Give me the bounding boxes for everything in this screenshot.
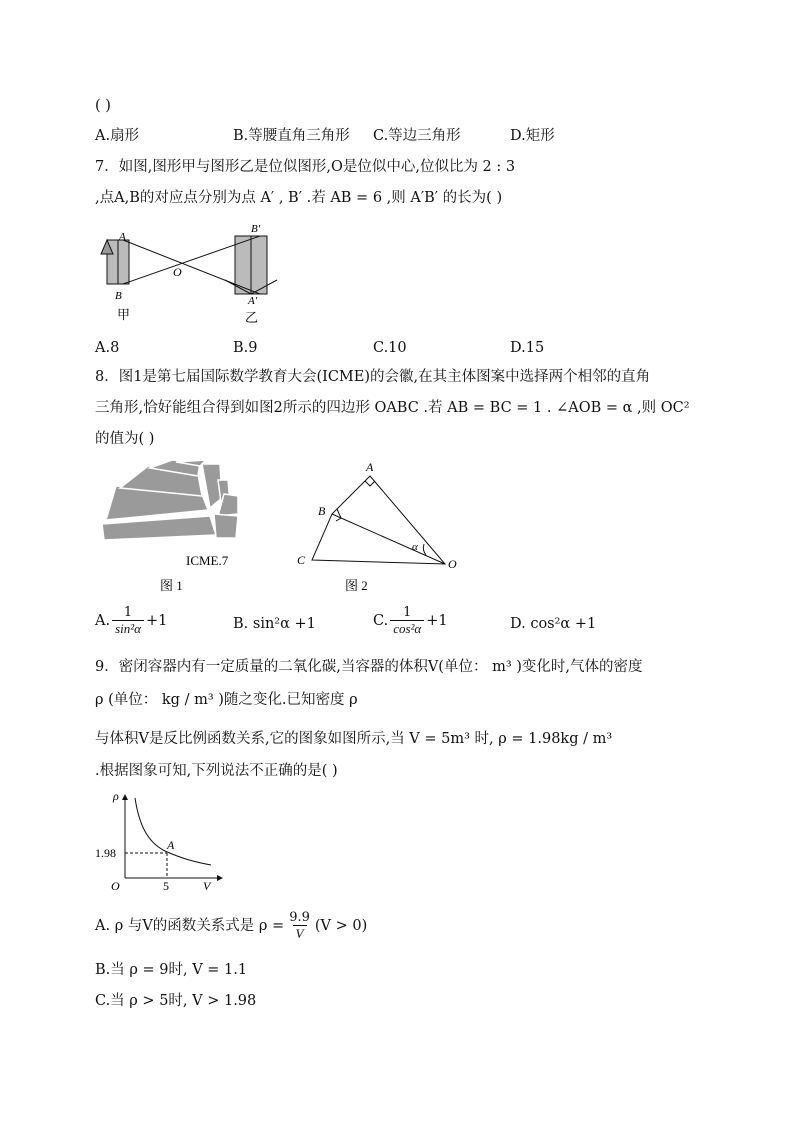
q9-graph (95, 786, 225, 896)
q8-option-a-prefix: A. (95, 612, 111, 629)
fig2-label-B: B (318, 504, 326, 518)
fig2-label-A: A (366, 460, 374, 474)
q8-option-b: B. sin²α +1 (233, 616, 316, 632)
q8-option-c-den: cos²α (390, 620, 424, 636)
q8-stem-line1: 8．图1是第七届国际数学教育大会(ICME)的会徽,在其主体图案中选择两个相邻的直角 (95, 369, 651, 385)
label-jia: 甲 (117, 307, 131, 322)
q9-option-a-suffix: (V > 0) (314, 917, 368, 934)
q9-option-a-fraction (286, 910, 313, 941)
q8-option-d: D. cos²α +1 (510, 616, 597, 632)
graph-label-rho: ρ (113, 789, 119, 803)
label-Ap: A′ (248, 295, 258, 307)
graph-ytick: 1.98 (95, 846, 116, 860)
q6-paren: ( ) (95, 98, 111, 114)
q8-option-a-suffix: +1 (146, 612, 168, 629)
q7-option-d: D.15 (510, 340, 545, 356)
fig2-caption: 图 2 (345, 578, 368, 593)
q9-option-b: B.当 ρ = 9时, V = 1.1 (95, 962, 248, 978)
q9-option-a-prefix: A. ρ 与V的函数关系式是 ρ = (95, 917, 285, 934)
q9-option-c: C.当 ρ > 5时, V > 1.98 (95, 993, 257, 1009)
label-A: A (119, 231, 126, 243)
q6-option-c: C.等边三角形 (373, 128, 461, 144)
q8-option-a-fraction (112, 605, 144, 636)
q8-stem-line3: 的值为( ) (95, 431, 155, 447)
fig2-label-C: C (297, 553, 306, 567)
q9-option-a-num: 9.9 (289, 910, 310, 925)
q8-option-a-den: sin²α (112, 620, 144, 636)
fig2-label-alpha: α (412, 541, 418, 553)
q8-option-a-num: 1 (123, 605, 133, 620)
q7-figure (95, 218, 305, 330)
label-O: O (173, 265, 182, 279)
q6-option-b: B.等腰直角三角形 (233, 128, 350, 144)
label-Bp: B′ (251, 223, 261, 235)
graph-xtick: 5 (163, 879, 169, 893)
q7-option-c: C.10 (373, 340, 407, 356)
label-B: B (115, 290, 122, 302)
hyperbola-curve (135, 798, 211, 865)
q8-stem-line2: 三角形,恰好能组合得到如图2所示的四边形 OABC .若 AB = BC = 1 . ∠AOB = α ,则 OC² (95, 400, 690, 416)
q8-option-c (373, 605, 448, 636)
graph-xlabel: V (203, 879, 211, 893)
icme-text: ICME.7 (186, 553, 229, 568)
q9-option-a-den: V (293, 925, 307, 941)
q6-option-d: D.矩形 (510, 128, 555, 144)
q7-option-a: A.8 (95, 340, 120, 356)
q8-option-c-suffix: +1 (426, 612, 448, 629)
q7-stem-line1: 7．如图,图形甲与图形乙是位似图形,O是位似中心,位似比为 2 : 3 (95, 159, 516, 175)
q9-stem-line4: .根据图象可知,下列说法不正确的是( ) (95, 763, 338, 779)
icme-logo-figure (98, 458, 248, 596)
q7-option-b: B.9 (233, 340, 258, 356)
graph-point-A: A (167, 838, 175, 852)
fig1-caption: 图 1 (160, 578, 183, 593)
q8-figure2 (290, 458, 465, 598)
label-yi: 乙 (245, 310, 259, 325)
q6-option-a: A.扇形 (95, 128, 140, 144)
q8-option-a (95, 605, 167, 636)
q8-option-c-num: 1 (403, 605, 412, 620)
q9-option-a (95, 910, 367, 941)
q7-stem-line2: ,点A,B的对应点分别为点 A′ , B′ .若 AB = 6 ,则 A′B′ 的长为( ) (95, 190, 503, 206)
q8-option-c-fraction (390, 605, 424, 636)
fig2-label-O: O (448, 557, 457, 571)
q9-stem-line1: 9．密闭容器内有一定质量的二氧化碳,当容器的体积V(单位： m³ )变化时,气体的密度 (95, 659, 643, 675)
q9-stem-line3: 与体积V是反比例函数关系,它的图象如图所示,当 V = 5m³ 时, ρ = 1.98kg / m³ (95, 731, 613, 747)
q8-option-c-prefix: C. (373, 612, 389, 629)
q9-stem-line2: ρ (单位： kg / m³ )随之变化.已知密度 ρ (95, 692, 358, 708)
graph-origin: O (111, 879, 120, 893)
